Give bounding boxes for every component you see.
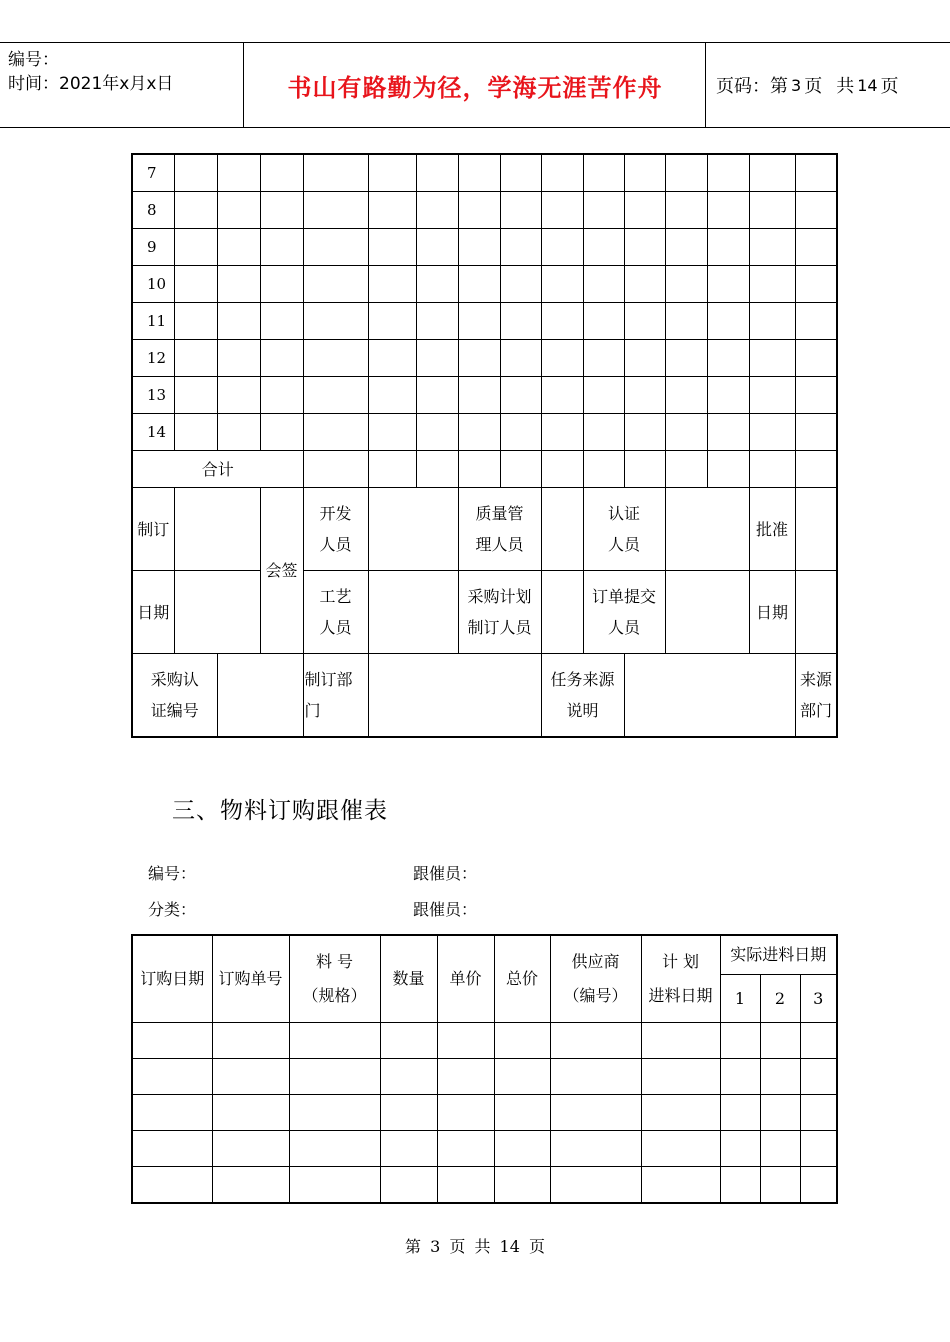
table-cell[interactable] [665,340,707,377]
table-cell[interactable] [303,154,368,192]
table-cell[interactable] [550,1023,641,1059]
table-cell[interactable] [707,154,749,192]
row-number: 10 [132,266,174,303]
table-cell[interactable] [760,1131,800,1167]
table-cell[interactable] [707,266,749,303]
table-cell[interactable] [665,303,707,340]
table-cell[interactable] [541,340,583,377]
header-divider [243,43,244,127]
table-cell[interactable] [707,229,749,266]
zhiliang-field[interactable] [541,488,583,571]
table-cell[interactable] [665,266,707,303]
huiqian-label: 会签 [260,488,303,654]
zd-dept-field[interactable] [368,654,541,738]
table-cell[interactable] [624,192,665,229]
table-cell[interactable] [550,1167,641,1204]
table-cell[interactable] [458,154,500,192]
table-cell[interactable] [624,266,665,303]
table-row [132,1023,837,1059]
footer-suffix: 页 [529,1237,546,1256]
header-page-unit2: 页 [880,76,899,97]
table-cell[interactable] [437,1095,494,1131]
col-plan-date-line1: 计 划 [661,952,700,971]
table-cell[interactable] [260,192,303,229]
table-cell[interactable] [416,377,458,414]
table-cell[interactable] [583,154,624,192]
col-supplier [550,935,641,1023]
col-supplier-line2: （编号） [563,986,628,1005]
pizhun-label: 批准 [749,488,795,571]
table-cell[interactable] [437,1167,494,1204]
table-row [132,266,837,303]
zhiliang-label: 质量管理人员 [458,488,541,571]
header-page-label: 页码：第 [716,76,788,97]
table-cell[interactable] [541,192,583,229]
table-cell[interactable] [707,377,749,414]
table-cell[interactable] [541,414,583,451]
table-cell[interactable] [217,192,260,229]
table-row [132,1095,837,1131]
table-cell[interactable] [289,1023,380,1059]
table-cell[interactable] [665,192,707,229]
table-cell[interactable] [458,266,500,303]
table-cell[interactable] [260,377,303,414]
table-cell[interactable] [500,377,541,414]
col-order-date: 订购日期 [132,935,212,1023]
table-cell[interactable] [749,303,795,340]
table-cell[interactable] [749,266,795,303]
table-cell[interactable] [624,229,665,266]
dingdan-field[interactable] [665,571,749,654]
col-actual-3: 3 [800,975,837,1023]
table-cell[interactable] [494,1059,550,1095]
footer-page: 3 [430,1237,441,1256]
table-cell[interactable] [720,1167,760,1204]
table-cell[interactable] [380,1095,437,1131]
table-cell[interactable] [583,229,624,266]
table-cell[interactable] [212,1167,289,1204]
footer-mid: 页 共 [449,1237,491,1256]
table-cell[interactable] [550,1059,641,1095]
table-cell[interactable] [416,266,458,303]
table-cell[interactable] [800,1059,837,1095]
table-cell[interactable] [624,377,665,414]
row-number: 13 [132,377,174,414]
table-cell[interactable] [494,1167,550,1204]
table-row [132,340,837,377]
table-cell[interactable] [132,1167,212,1204]
table-cell[interactable] [707,340,749,377]
table-cell[interactable] [437,1023,494,1059]
table-cell[interactable] [289,1095,380,1131]
cg-code-label: 采购认证编号 [132,654,217,738]
table-row [132,414,837,451]
table-cell[interactable] [458,377,500,414]
table-cell[interactable] [437,1131,494,1167]
sign-row-1 [132,488,837,571]
table-cell[interactable] [541,303,583,340]
col-plan-date-line2: 进料日期 [648,986,713,1005]
table-cell[interactable] [260,414,303,451]
table-row [132,229,837,266]
gongyi-label: 工艺人员 [303,571,368,654]
renzheng-field[interactable] [665,488,749,571]
table-cell[interactable] [707,192,749,229]
table-cell[interactable] [368,154,416,192]
table-row [132,1131,837,1167]
table-cell[interactable] [641,1095,720,1131]
table-cell[interactable] [217,229,260,266]
table-cell[interactable] [624,414,665,451]
table-cell[interactable] [212,1131,289,1167]
table-cell[interactable] [132,1131,212,1167]
table-cell[interactable] [260,340,303,377]
table-cell[interactable] [500,154,541,192]
table-cell[interactable] [303,192,368,229]
table-cell[interactable] [458,192,500,229]
riqi2-label: 日期 [749,571,795,654]
table-cell[interactable] [800,1167,837,1204]
table-cell[interactable] [550,1131,641,1167]
table-cell[interactable] [380,1059,437,1095]
table-cell[interactable] [303,266,368,303]
header-page-total-label: 共 [836,76,855,97]
table-cell[interactable] [289,1059,380,1095]
follower-label-2: 跟催员： [413,900,478,919]
header-time: 时间：2021年x月x日 [8,74,174,94]
table-cell[interactable] [217,154,260,192]
table-cell[interactable] [541,229,583,266]
table-cell[interactable] [289,1131,380,1167]
table-cell[interactable] [458,303,500,340]
table-cell[interactable] [749,154,795,192]
table-cell[interactable] [749,414,795,451]
total-label: 合计 [132,451,303,488]
table-cell[interactable] [212,1059,289,1095]
table-cell[interactable] [380,1131,437,1167]
procurement-plan-table [131,153,838,738]
table-cell[interactable] [174,154,217,192]
col-part-no-line2: （规格） [302,986,367,1005]
footer-prefix: 第 [404,1237,421,1256]
sign-row-3 [132,654,837,738]
table-row [132,192,837,229]
caigou-plan-field[interactable] [541,571,583,654]
table-cell[interactable] [800,1131,837,1167]
page-header [0,42,950,128]
col-actual-2: 2 [760,975,800,1023]
table-cell[interactable] [795,414,837,451]
material-follow-up-table [131,934,838,1204]
header-divider [705,43,706,127]
table-cell[interactable] [665,414,707,451]
table-cell[interactable] [500,340,541,377]
table-cell[interactable] [260,154,303,192]
total-row [132,451,837,488]
row-number: 9 [132,229,174,266]
riqi2-field[interactable] [795,571,837,654]
riqi-label: 日期 [132,571,174,654]
table-cell[interactable] [720,1131,760,1167]
renzheng-label: 认证人员 [583,488,665,571]
table-cell[interactable] [132,1023,212,1059]
page-footer [0,1234,950,1257]
table-cell[interactable] [795,377,837,414]
section-title: 三、物料订购跟催表 [172,798,388,824]
table-cell[interactable] [583,377,624,414]
table-cell[interactable] [550,1095,641,1131]
col-actual-date: 实际进料日期 [720,935,837,975]
header-page-info [716,43,899,127]
table-cell[interactable] [583,192,624,229]
table-cell[interactable] [217,303,260,340]
table-cell[interactable] [260,266,303,303]
table-cell[interactable] [494,1023,550,1059]
table-cell[interactable] [795,303,837,340]
table-cell[interactable] [500,229,541,266]
table-cell[interactable] [416,414,458,451]
gongyi-field[interactable] [368,571,458,654]
table-cell[interactable] [665,154,707,192]
table-cell[interactable] [303,229,368,266]
table-cell[interactable] [541,266,583,303]
table-cell[interactable] [665,377,707,414]
row-number: 12 [132,340,174,377]
table-cell[interactable] [760,1059,800,1095]
col-supplier-line1: 供应商 [571,952,620,971]
task-source-field[interactable] [624,654,795,738]
table-cell[interactable] [624,154,665,192]
table-cell[interactable] [760,1023,800,1059]
table-cell[interactable] [174,377,217,414]
table-cell[interactable] [174,340,217,377]
table-cell[interactable] [212,1095,289,1131]
table-cell[interactable] [641,1131,720,1167]
follower-label: 跟催员： [413,864,478,883]
table-cell[interactable] [641,1059,720,1095]
table-cell[interactable] [624,340,665,377]
row-number: 8 [132,192,174,229]
table-cell[interactable] [303,340,368,377]
table-cell[interactable] [416,192,458,229]
footer-total: 14 [499,1237,520,1256]
table-cell[interactable] [217,266,260,303]
source-dept-label: 来源部门 [795,654,837,738]
table-cell[interactable] [795,154,837,192]
row-number: 14 [132,414,174,451]
table-cell[interactable] [174,303,217,340]
table-cell[interactable] [500,414,541,451]
table-cell[interactable] [416,340,458,377]
zhiding-field[interactable] [174,488,260,571]
header-row-1 [132,935,837,975]
table-cell[interactable] [494,1131,550,1167]
table-cell[interactable] [500,192,541,229]
table-cell[interactable] [416,303,458,340]
table-cell[interactable] [795,192,837,229]
table-cell[interactable] [583,414,624,451]
col-order-no: 订购单号 [212,935,289,1023]
row-number: 11 [132,303,174,340]
row-number: 7 [132,154,174,192]
table-row [132,377,837,414]
kaifa-field[interactable] [368,488,458,571]
col-actual-1: 1 [720,975,760,1023]
header-meta [8,48,173,96]
table-cell[interactable] [416,154,458,192]
table-cell[interactable] [760,1167,800,1204]
table-cell[interactable] [303,377,368,414]
pizhun-field[interactable] [795,488,837,571]
table-cell[interactable] [760,1095,800,1131]
zd-dept-label: 制订部门 [303,654,368,738]
table-cell[interactable] [368,229,416,266]
table-cell[interactable] [624,303,665,340]
table-cell[interactable] [749,340,795,377]
table-cell[interactable] [174,266,217,303]
table-cell[interactable] [500,266,541,303]
table-cell[interactable] [416,229,458,266]
table-cell[interactable] [217,340,260,377]
table-cell[interactable] [749,229,795,266]
table-cell[interactable] [174,229,217,266]
table-cell[interactable] [641,1023,720,1059]
col-plan-date [641,935,720,1023]
table-cell[interactable] [368,192,416,229]
table-cell[interactable] [217,377,260,414]
kaifa-label: 开发人员 [303,488,368,571]
table-cell[interactable] [260,303,303,340]
table-cell[interactable] [800,1095,837,1131]
table-cell[interactable] [541,377,583,414]
table-cell[interactable] [795,229,837,266]
cg-code-field[interactable] [217,654,303,738]
table-cell[interactable] [720,1059,760,1095]
table-cell[interactable] [707,303,749,340]
table-cell[interactable] [494,1095,550,1131]
dingdan-label: 订单提交人员 [583,571,665,654]
table-cell[interactable] [749,377,795,414]
header-motto: 书山有路勤为径，学海无涯苦作舟 [287,72,663,102]
code-label: 编号： [148,864,197,883]
table-cell[interactable] [368,266,416,303]
table-cell[interactable] [132,1095,212,1131]
header-page-total: 14 [857,75,878,95]
col-total: 总价 [494,935,550,1023]
table-cell[interactable] [800,1023,837,1059]
caigou-plan-label: 采购计划制订人员 [458,571,541,654]
table-cell[interactable] [749,192,795,229]
table-row [132,154,837,192]
table-row [132,1167,837,1204]
category-label: 分类： [148,900,197,919]
table-cell[interactable] [368,340,416,377]
col-price: 单价 [437,935,494,1023]
table-cell[interactable] [583,266,624,303]
riqi-field[interactable] [174,571,260,654]
table-cell[interactable] [795,266,837,303]
table-cell[interactable] [458,340,500,377]
table-cell[interactable] [720,1095,760,1131]
table-cell[interactable] [583,303,624,340]
table-cell[interactable] [458,229,500,266]
table-cell[interactable] [289,1167,380,1204]
table-cell[interactable] [212,1023,289,1059]
table-cell[interactable] [380,1167,437,1204]
header-code-label: 编号： [8,50,59,70]
table-cell[interactable] [174,414,217,451]
table-cell[interactable] [368,377,416,414]
table-cell[interactable] [303,303,368,340]
header-page-current: 3 [791,75,802,95]
table-cell[interactable] [720,1023,760,1059]
col-part-no-line1: 料 号 [315,952,354,971]
table-cell[interactable] [641,1167,720,1204]
table-cell[interactable] [380,1023,437,1059]
table-row [132,1059,837,1095]
zhiding-label: 制订 [132,488,174,571]
table-cell[interactable] [368,414,416,451]
table-cell[interactable] [303,414,368,451]
table-row [132,303,837,340]
sign-row-2 [132,571,837,654]
table-cell[interactable] [665,229,707,266]
table-cell[interactable] [174,192,217,229]
table-cell[interactable] [368,303,416,340]
header-page-unit: 页 [804,76,823,97]
table-cell[interactable] [217,414,260,451]
table-cell[interactable] [132,1059,212,1095]
table-cell[interactable] [500,303,541,340]
table-cell[interactable] [583,340,624,377]
table-cell[interactable] [795,340,837,377]
table-cell[interactable] [437,1059,494,1095]
table-cell[interactable] [707,414,749,451]
col-part-no [289,935,380,1023]
table-cell[interactable] [458,414,500,451]
table-cell[interactable] [541,154,583,192]
table-cell[interactable] [260,229,303,266]
task-source-label: 任务来源说明 [541,654,624,738]
col-qty: 数量 [380,935,437,1023]
